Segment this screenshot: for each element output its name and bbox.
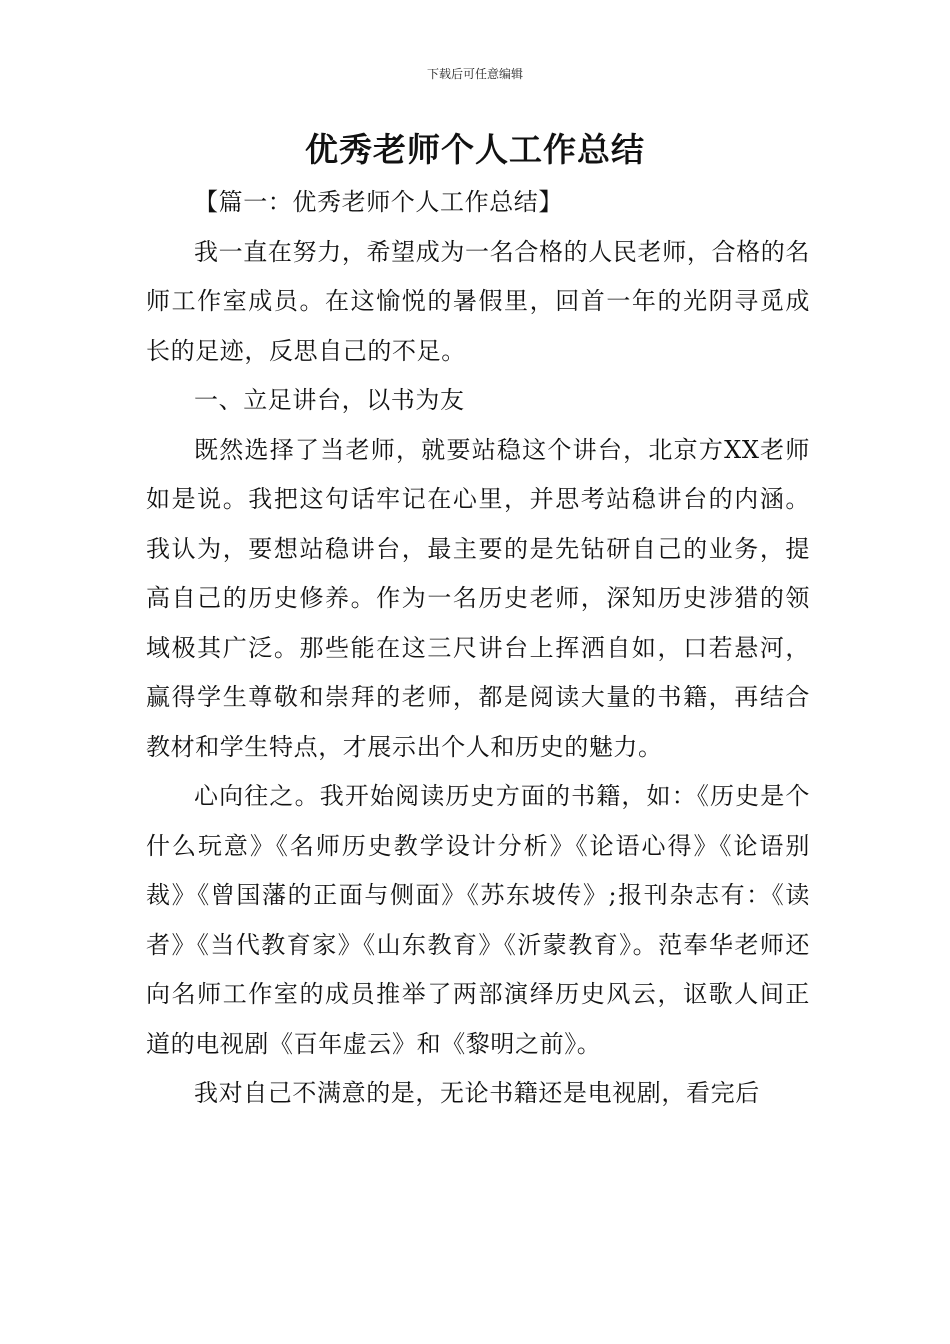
section-label: 【篇一：优秀老师个人工作总结】 [194,188,563,216]
paragraph-intro: 我一直在努力，希望成为一名合格的人民老师，合格的名师工作室成员。在这愉悦的暑假里，回首一年的光阴寻觅成长的足迹，反思自己的不足。 [146,237,810,365]
document-title: 优秀老师个人工作总结 [305,130,645,169]
section-heading-1: 一、立足讲台，以书为友 [194,386,465,414]
header-note: 下载后可任意编辑 [426,67,523,81]
document-body [146,178,810,1119]
paragraph-reflection: 我对自己不满意的是，无论书籍还是电视剧，看完后 [194,1079,760,1107]
paragraph-podium: 既然选择了当老师，就要站稳这个讲台，北京方XX老师如是说。我把这句话牢记在心里，并思考站稳讲台的内涵。我认为，要想站稳讲台，最主要的是先钻研自己的业务，提高自己的历史修养。作为一名历史老师，深知历史涉猎的领域极其广泛。那些能在这三尺讲台上挥洒自如，口若悬河，赢得学生尊敬和崇拜的老师，都是阅读大量的书籍，再结合教材和学生特点，才展示出个人和历史的魅力。 [146,435,810,761]
paragraph-reading: 心向往之。我开始阅读历史方面的书籍，如：《历史是个什么玩意》《名师历史教学设计分析》《论语心得》《论语别裁》《曾国藩的正面与侧面》《苏东坡传》;报刊杂志有：《读者》《当代教育家》《山东教育》《沂蒙教育》。范奉华老师还向名师工作室的成员推举了两部演绎历史风云，讴歌人间正道的电视剧《百年虚云》和《黎明之前》。 [146,782,810,1058]
